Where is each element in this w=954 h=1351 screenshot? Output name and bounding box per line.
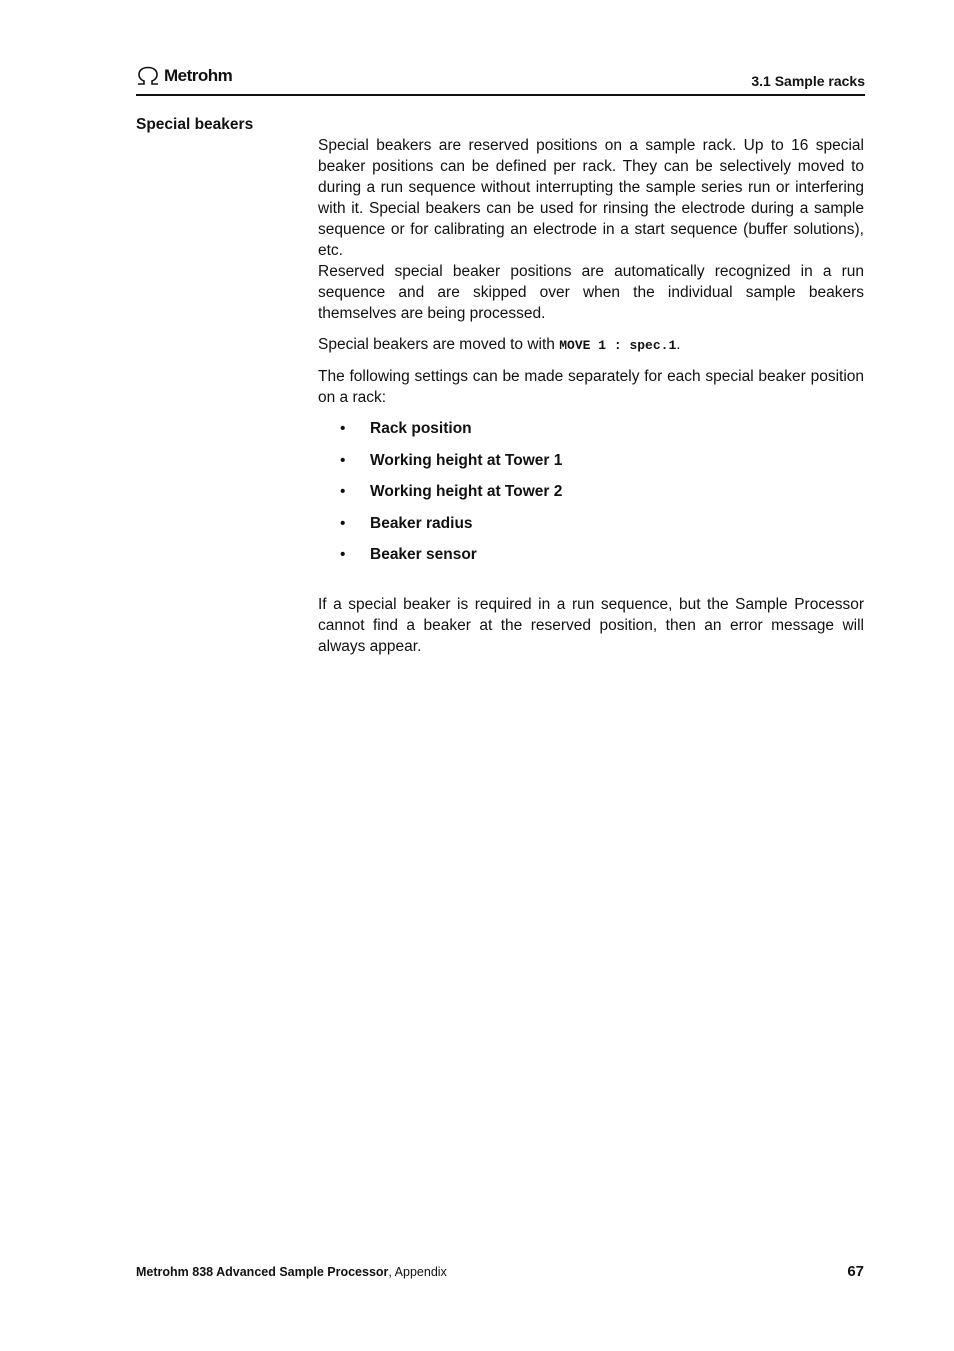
- paragraph-error: If a special beaker is required in a run sequence, but the Sample Processor cannot find a beaker at the reserved position, then an error message will always appear.: [318, 596, 864, 656]
- paragraph-settings: The following settings can be made separately for each special beaker position on a rack:: [318, 368, 864, 406]
- list-item: [318, 544, 864, 565]
- footer-product-name: Metrohm 838 Advanced Sample Processor: [136, 1265, 389, 1279]
- bullet-icon: •: [340, 546, 346, 564]
- list-item: [318, 450, 864, 471]
- move-text: Special beakers are moved to with: [318, 336, 560, 353]
- settings-list: [318, 418, 864, 565]
- list-item-label: Rack position: [370, 420, 472, 437]
- list-item: [318, 418, 864, 439]
- metrohm-logo: [136, 66, 232, 86]
- footer-suffix: , Appendix: [388, 1265, 447, 1279]
- paragraph-reserved: Reserved special beaker positions are automatically recognized in a run sequence and are skipped over when the individual sample beakers themselves are being processed.: [318, 263, 864, 322]
- paragraph-move-command: [318, 334, 864, 356]
- bullet-icon: •: [340, 451, 346, 469]
- bullet-icon: •: [340, 514, 346, 532]
- logo-text: Metrohm: [164, 66, 233, 85]
- footer-product: [136, 1265, 447, 1279]
- list-item: [318, 513, 864, 534]
- list-item-label: Beaker radius: [370, 514, 473, 532]
- page-number: 67: [847, 1263, 864, 1280]
- move-command-code: MOVE 1 : spec.1: [559, 338, 677, 353]
- move-text-end: .: [676, 336, 681, 353]
- bullet-icon: •: [340, 483, 346, 501]
- omega-logo-icon: [136, 66, 160, 86]
- list-item: [318, 481, 864, 502]
- list-item-label: Working height at Tower 1: [370, 451, 563, 469]
- body-text: [318, 135, 864, 657]
- paragraph-intro: Special beakers are reserved positions on a sample rack. Up to 16 special beaker positions can be defined per rack. They can be selectively moved to during a run sequence without interrupting the sample series run or interfering with it. Special beakers can be used for rinsing the electrode during a sample sequence or for calibrating an electrode in a start sequence (buffer solutions), etc.: [318, 137, 864, 259]
- page-header: [136, 66, 865, 96]
- list-item-label: Working height at Tower 2: [370, 483, 563, 501]
- section-reference: 3.1 Sample racks: [751, 73, 865, 89]
- bullet-icon: •: [340, 420, 346, 437]
- section-title: Special beakers: [136, 116, 254, 133]
- list-item-label: Beaker sensor: [370, 546, 477, 564]
